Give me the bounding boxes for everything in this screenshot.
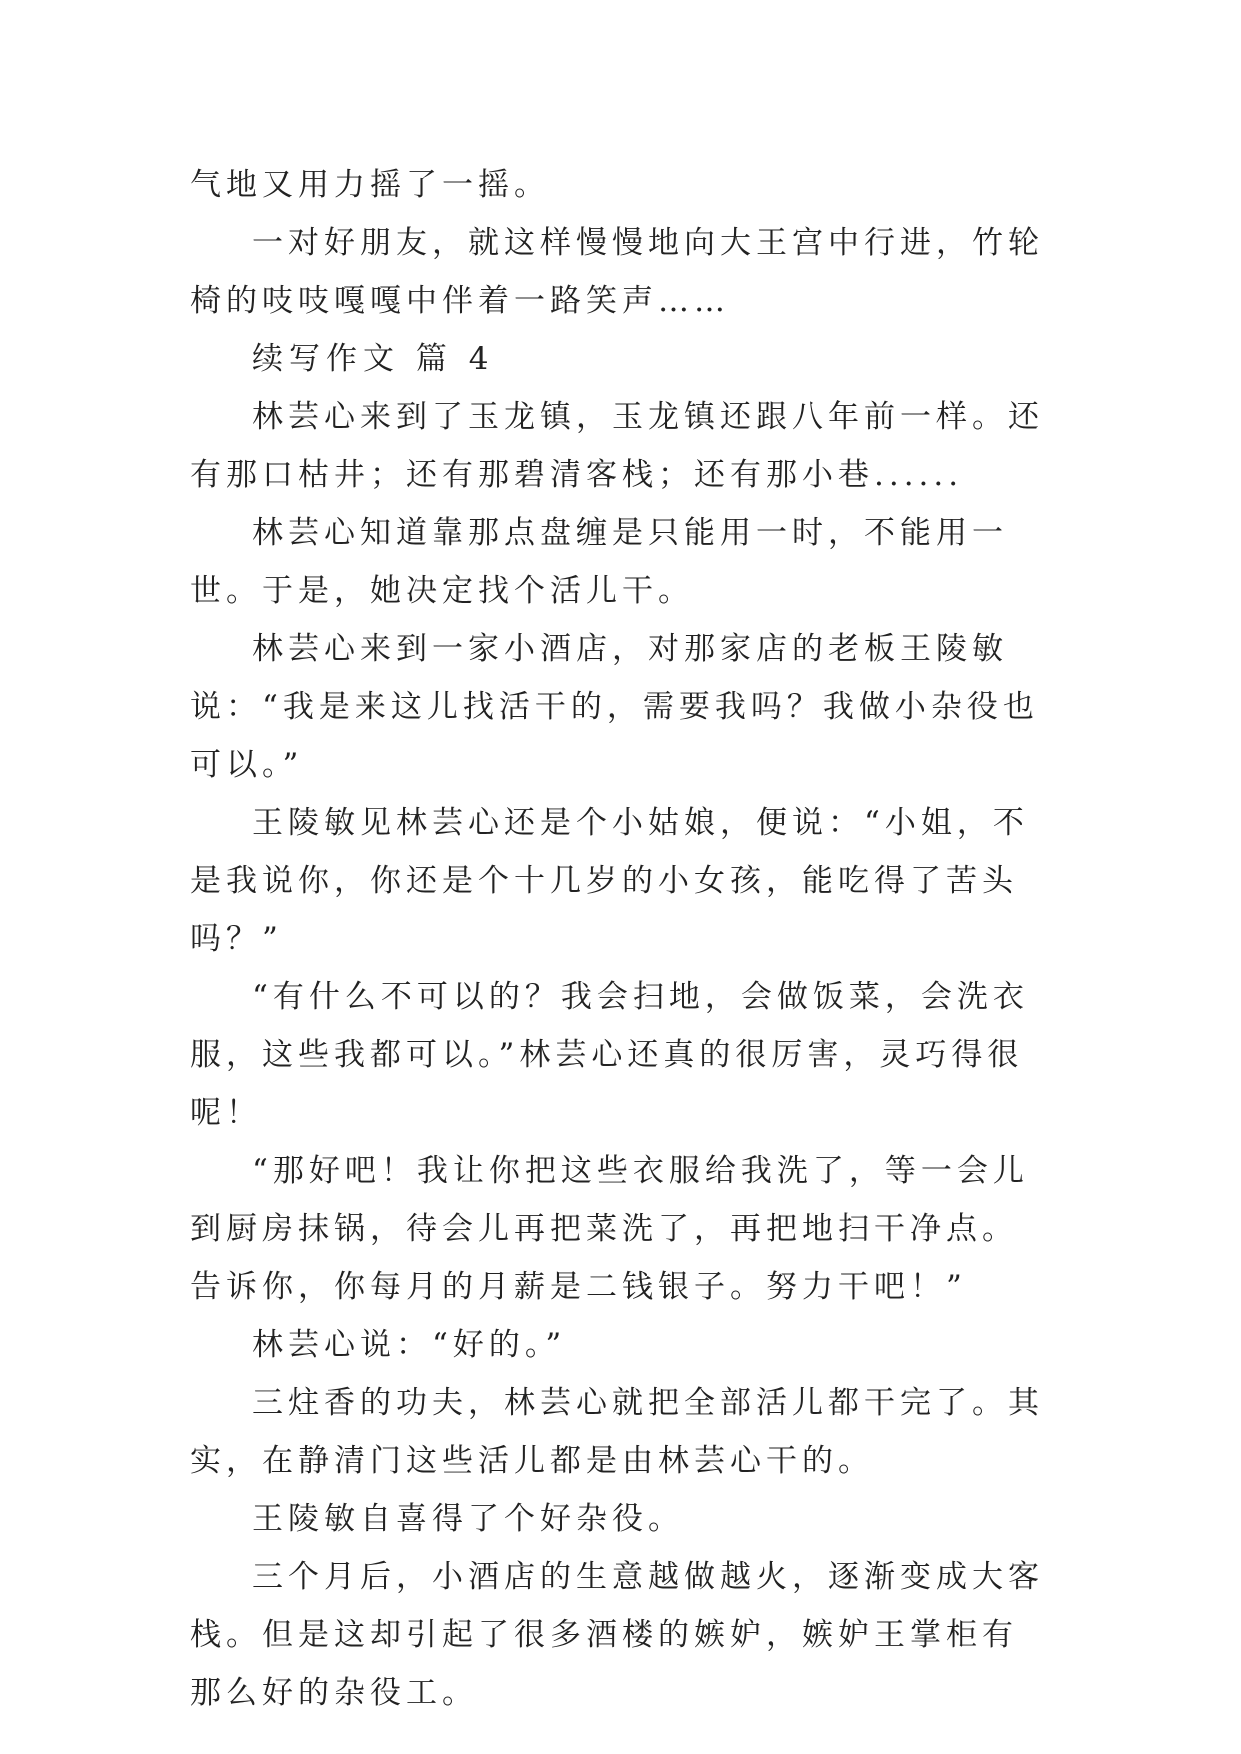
paragraph: 林芸心知道靠那点盘缠是只能用一时，不能用一世。于是，她决定找个活儿干。 bbox=[190, 515, 1008, 609]
document-body bbox=[190, 156, 1052, 1722]
paragraph: 一对好朋友，就这样慢慢地向大王宫中行进，竹轮椅的吱吱嘎嘎中伴着一路笑声…… bbox=[190, 225, 1044, 319]
paragraph: 王陵敏见林芸心还是个小姑娘，便说：“小姐，不是我说你，你还是个十几岁的小女孩，能吃得了苦头吗？” bbox=[190, 805, 1029, 957]
paragraph: 林芸心来到一家小酒店，对那家店的老板王陵敏说：“我是来这儿找活干的，需要我吗？我做小杂役也可以。” bbox=[190, 631, 1039, 783]
section-heading: 续写作文 篇 4 bbox=[252, 341, 495, 377]
paragraph: 王陵敏自喜得了个好杂役。 bbox=[252, 1501, 684, 1537]
paragraph: 三个月后，小酒店的生意越做越火，逐渐变成大客栈。但是这却引起了很多酒楼的嫉妒，嫉妒王掌柜有那么好的杂役工。 bbox=[190, 1559, 1044, 1711]
paragraph-continuation: 气地又用力摇了一摇。 bbox=[190, 167, 550, 203]
paragraph: 林芸心说：“好的。” bbox=[252, 1327, 567, 1363]
paragraph: 林芸心来到了玉龙镇，玉龙镇还跟八年前一样。还有那口枯井；还有那碧清客栈；还有那小巷...... bbox=[190, 399, 1044, 493]
paragraph: “那好吧！我让你把这些衣服给我洗了，等一会儿到厨房抹锅，待会儿再把菜洗了，再把地扫干净点。告诉你，你每月的月薪是二钱银子。努力干吧！” bbox=[190, 1153, 1029, 1305]
paragraph: 三炷香的功夫，林芸心就把全部活儿都干完了。其实，在静清门这些活儿都是由林芸心干的。 bbox=[190, 1385, 1044, 1479]
paragraph: “有什么不可以的？我会扫地，会做饭菜，会洗衣服，这些我都可以。”林芸心还真的很厉害，灵巧得很呢！ bbox=[190, 979, 1029, 1131]
